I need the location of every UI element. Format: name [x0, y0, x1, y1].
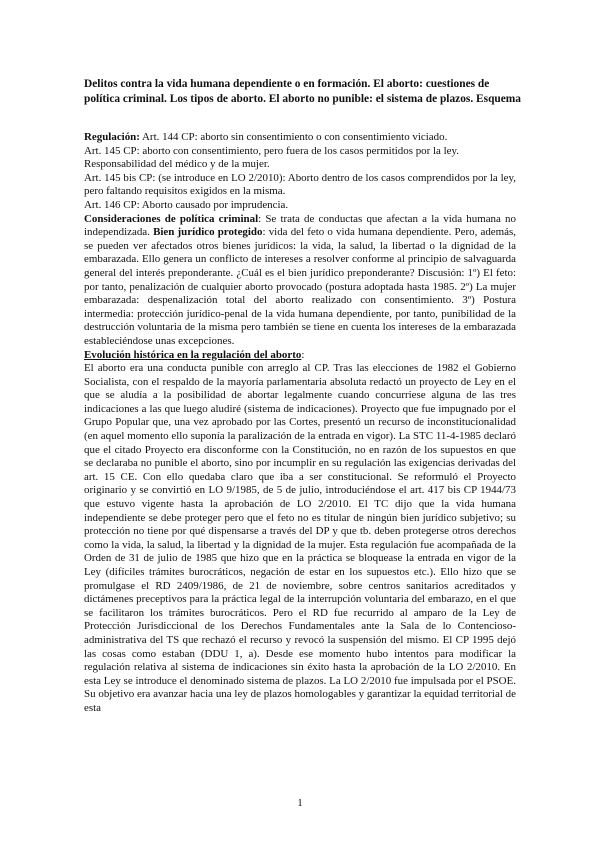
regulacion-art144-paragraph [84, 131, 516, 145]
art145-paragraph: Art. 145 CP: aborto con consentimiento, pero fuera de los casos permitidos por la ley. [84, 144, 460, 157]
document-title: Delitos contra la vida humana dependiente o en formación. El aborto: cuestiones de política criminal. Los tipos de aborto. El aborto no punible: el sistema de plazos. Esquema [84, 78, 521, 105]
consideraciones-paragraph [84, 213, 516, 349]
bien-juridico-heading: Bien jurídico protegido [153, 226, 263, 239]
regulacion-heading: Regulación: [84, 131, 140, 143]
consideraciones-text-1: : Se trata de conductas que afectan a la vida humana no independizada. [84, 212, 516, 239]
evolucion-paragraph: El aborto era una conducta punible con arreglo al CP. Tras las elecciones de 1982 el Gobierno Socialista, con el respaldo de la mayoría parlamentaria absoluta redactó un proyecto de Ley en el que se aludía a la posibilidad de abortar legalmente cuando concurriese alguna de las tres indicaciones a las que luego aludiré (sistema de indicaciones). Proyecto que fue impugnado por el Grupo Popular que, una vez aprobado por las Cortes, presentó un recurso de inconstitucionalidad (en aquel momento ello suponía la paralización de la entrada en vigor). La STC 11-4-1985 declaró que el citado Proyecto era disconforme con la Constitución, no en razón de los supuestos en que se declaraba no punible el aborto, sino por incumplir en su regulación las exigencias derivadas del art. 15 CE. Con ello quedaba claro que iba a ser constitucional. Se reformuló el Proyecto originario y se convirtió en LO 9/1985, de 5 de julio, introduciéndose el art. 417 bis CP 1944/73 que estuvo vigente hasta la aprobación de LO 2/2010. El TC dijo que la vida humana independiente se debe proteger pero que el feto no es titular de ningún bien jurídico subjetivo; su protección no tiene por qué dispensarse a través del DP y que tb. deben protegerse otros derechos como la vida, la salud, la libertad y la dignidad de la mujer. Esta regulación fue acompañada de la Orden de 31 de julio de 1985 que hizo que en la práctica se bloquease la entrada en vigor de la Ley (difíciles trámites burocráticos, negación de estar en los supuestos etc.). Ello hizo que se promulgase el RD 2409/1986, de 21 de noviembre, sobre centros sanitarios acreditados y dictámenes preceptivos para la práctica legal de la interrupción voluntaria del embarazo, en el que se facilitaron los trámites burocráticos. Pero el RD fue recurrido al amparo de la Ley de Protección Jurisdiccional de los Derechos Fundamentales ante la Sala de lo Contencioso-administrativa del TS que rechazó el recurso y revocó la suspensión del mismo. El CP 1995 dejó las cosas como estaban (DDU 1, a). Desde ese momento hubo intentos para modificar la regulación relativa al sistema de indicaciones sin éxito hasta la aprobación de la LO 2/2010. En esta Ley se introduce el denominado sistema de plazos. La LO 2/2010 fue impulsada por el PSOE. Su objetivo era avanzar hacia una ley de plazos homologables y garantizar la equidad territorial de esta [84, 362, 516, 714]
consideraciones-heading: Consideraciones de política criminal [84, 212, 259, 225]
page-number: 1 [297, 797, 303, 809]
responsabilidad-paragraph: Responsabilidad del médico y de la mujer. [84, 158, 270, 171]
consideraciones-text-2: : vida del feto o vida humana dependiente. Pero, además, se pueden ver afectados otros bienes jurídicos: la vida, la salud, la libertad o la dignidad de la embarazada. Ello genera un conflicto de intereses a resolver conforme al principio de salvaguarda general del interés preponderante. ¿Cuál es el bien jurídico preponderante? Discusión: 1º) El feto: por tanto, penalización de cualquier aborto provocado (postura adoptada hasta 1985. 2º) La mujer embarazada: despenalización total del aborto realizado con consentimiento. 3º) Postura intermedia: protección jurídico-penal de la vida humana dependiente, por tanto, punibilidad de la destrucción voluntaria de la misma pero también se tiene en cuenta los intereses de la embarazada estableciéndose unas excepciones. [84, 226, 516, 347]
art146-paragraph: Art. 146 CP: Aborto causado por imprudencia. [84, 198, 289, 211]
evolucion-heading-line [84, 349, 516, 363]
art144-text: Art. 144 CP: aborto sin consentimiento o con consentimiento viciado. [139, 131, 448, 143]
document-body [84, 131, 516, 716]
evolucion-colon: : [301, 348, 305, 361]
evolucion-heading: Evolución histórica en la regulación del aborto [84, 348, 302, 361]
art145bis-paragraph: Art. 145 bis CP: (se introduce en LO 2/2010): Aborto dentro de los casos comprendidos por la ley, pero faltando requisitos exigidos en la misma. [84, 171, 516, 198]
